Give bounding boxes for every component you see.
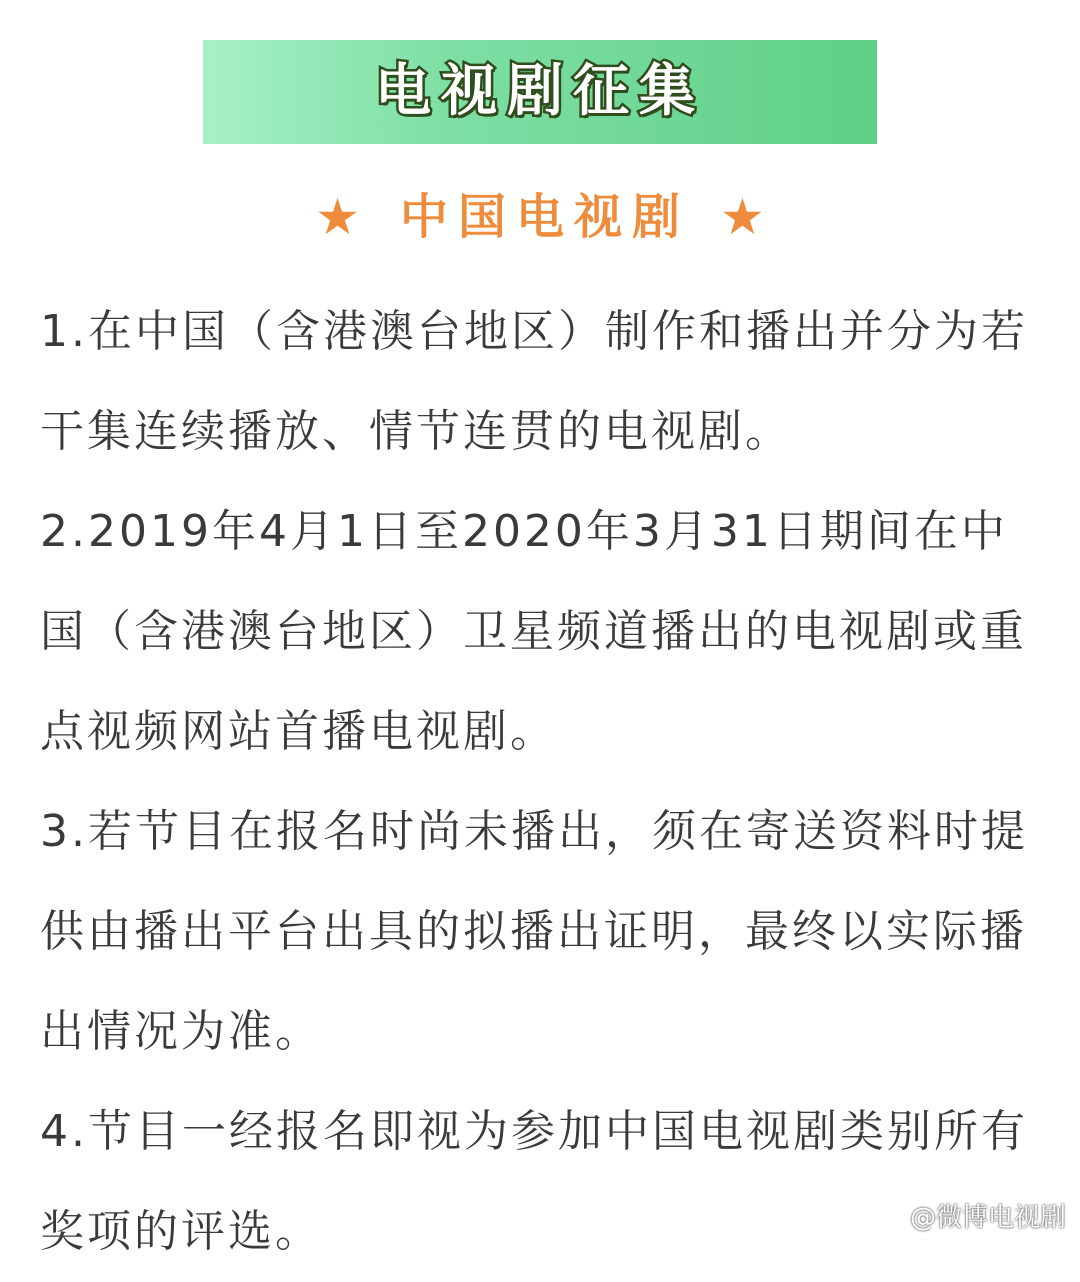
star-right-icon: ★ — [720, 188, 765, 246]
section-heading — [0, 182, 1080, 252]
rules-list — [40, 282, 1040, 1282]
watermark-text: @微博电视剧 — [909, 1203, 1066, 1233]
rule-item-4: 4.节目一经报名即视为参加中国电视剧类别所有奖项的评选。 — [40, 1106, 1028, 1257]
weibo-icon — [864, 1201, 904, 1231]
section-title: 中国电视剧 — [399, 189, 690, 245]
rule-item-3: 3.若节目在报名时尚未播出，须在寄送资料时提供由播出平台出具的拟播出证明，最终以实际播出情况为准。 — [40, 806, 1028, 1057]
rule-item-2: 2.2019年4月1日至2020年3月31日期间在中国（含港澳台地区）卫星频道播出的电视剧或重点视频网站首播电视剧。 — [40, 506, 1027, 757]
star-left-icon: ★ — [315, 188, 360, 246]
rule-item-1: 1.在中国（含港澳台地区）制作和播出并分为若干集连续播放、情节连贯的电视剧。 — [40, 306, 1028, 457]
watermark — [864, 1197, 1066, 1234]
page-title: 电视剧征集 — [375, 59, 705, 124]
header-banner — [203, 40, 877, 144]
